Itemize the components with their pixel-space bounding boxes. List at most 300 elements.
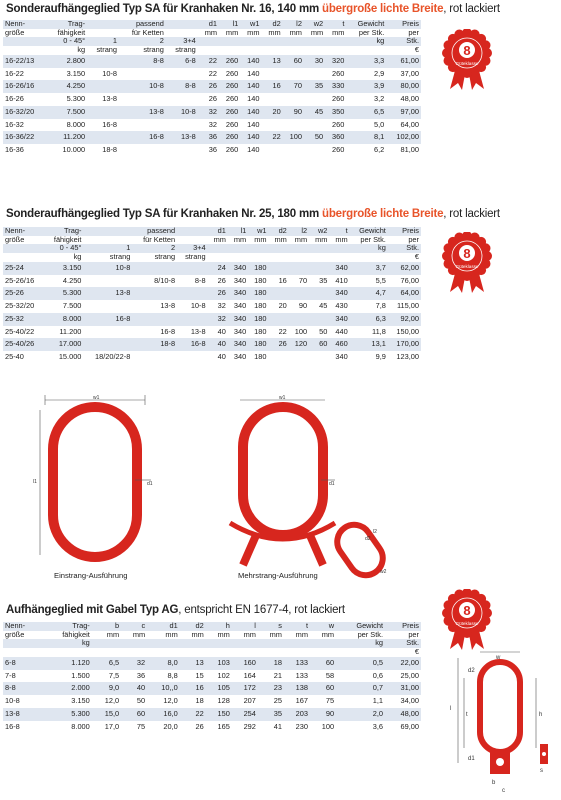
table-header-cell: [3, 37, 46, 46]
table-cell: 10,,0: [147, 682, 180, 695]
table-cell: 26: [208, 275, 228, 288]
table-cell: 16-36/22: [3, 131, 46, 144]
table-cell: [261, 144, 282, 157]
table-cell: [119, 144, 166, 157]
table-cell: 41: [258, 721, 284, 734]
table-cell: 3.150: [42, 695, 92, 708]
table-cell: 340: [228, 313, 248, 326]
badge-number: 8: [463, 246, 471, 261]
table-cell: 16-26: [3, 93, 46, 106]
table-cell: 180: [248, 300, 268, 313]
table-cell: [309, 351, 329, 364]
table-cell: 10-8: [3, 695, 42, 708]
table-header-cell: [325, 37, 346, 46]
table-header-cell: [283, 46, 304, 55]
table-header-cell: [121, 648, 147, 657]
table-cell: 50: [304, 131, 325, 144]
table-cell: 90: [289, 300, 309, 313]
table-cell: 8-8: [3, 682, 42, 695]
table-header-cell: mm: [325, 29, 346, 38]
table-cell: 80,00: [386, 80, 421, 93]
table-header-cell: [219, 37, 240, 46]
badge-text: Güteklasse: [455, 61, 479, 66]
table-cell: [87, 131, 119, 144]
table-cell: 8.000: [44, 313, 83, 326]
section-1-title-main: Sonderaufhängeglied Typ SA für Kranhaken Nr. 16, 140 mm: [6, 3, 322, 15]
table-header-cell: mm: [248, 236, 268, 245]
table-header-cell: [261, 37, 282, 46]
table-cell: 26: [208, 287, 228, 300]
table-header-cell: mm: [304, 29, 325, 38]
table-header-cell: Gewicht: [336, 622, 385, 631]
table-cell: 260: [219, 119, 240, 132]
table-cell: 140: [240, 119, 261, 132]
table-header-cell: [228, 244, 248, 253]
table-cell: 62,00: [388, 262, 421, 275]
table-row: [3, 119, 421, 132]
table-header-cell: per: [388, 236, 421, 245]
table-cell: 100: [310, 721, 336, 734]
table-header-cell: [121, 639, 147, 648]
table-cell: [119, 93, 166, 106]
table-cell: 25-32: [3, 313, 44, 326]
table-header-cell: kg: [44, 253, 83, 262]
table-header-cell: größe: [3, 631, 42, 640]
table-cell: 26: [198, 80, 219, 93]
table-cell: [166, 93, 198, 106]
table-header-cell: [3, 639, 42, 648]
table-cell: 16: [180, 682, 206, 695]
table-cell: [261, 68, 282, 81]
label-d1: d1: [147, 481, 153, 487]
table-cell: 8,1: [346, 131, 386, 144]
table-header-cell: mm: [180, 631, 206, 640]
table-cell: 18-8: [87, 144, 119, 157]
table-cell: 13-8: [3, 708, 42, 721]
table-cell: 40: [208, 338, 228, 351]
table-cell: 50: [309, 326, 329, 339]
table-cell: 260: [325, 68, 346, 81]
table-header-cell: 2: [119, 37, 166, 46]
table-cell: 26: [180, 721, 206, 734]
table-cell: [261, 119, 282, 132]
table-header-cell: mm: [240, 29, 261, 38]
table-cell: 60: [310, 682, 336, 695]
table-cell: 20: [269, 300, 289, 313]
table-cell: 35: [304, 80, 325, 93]
table-cell: 340: [228, 351, 248, 364]
table-header-cell: t: [325, 20, 346, 29]
table-cell: 254: [232, 708, 258, 721]
table-cell: 140: [240, 55, 261, 68]
table-cell: 26: [198, 93, 219, 106]
table-header-cell: [3, 46, 46, 55]
table-cell: 60: [121, 708, 147, 721]
table-cell: 11.200: [46, 131, 87, 144]
table-header-cell: l2: [289, 227, 309, 236]
table-cell: [269, 287, 289, 300]
table-cell: 260: [219, 55, 240, 68]
table-header-cell: mm: [283, 29, 304, 38]
table-cell: 8,8: [147, 670, 180, 683]
table-cell: 0,6: [336, 670, 385, 683]
table-cell: 128: [206, 695, 232, 708]
table-cell: 260: [219, 80, 240, 93]
table-cell: [119, 68, 166, 81]
table-cell: 6,3: [350, 313, 388, 326]
table-cell: 180: [248, 275, 268, 288]
table-header-cell: für Ketten: [132, 236, 177, 245]
table-header-cell: [206, 639, 232, 648]
section-2-title-main: Sonderaufhängeglied Typ SA für Kranhaken Nr. 25, 180 mm: [6, 208, 322, 220]
table-cell: 3,9: [346, 80, 386, 93]
badge-number: 8: [463, 43, 471, 58]
table-header-cell: mm: [329, 236, 349, 245]
gabel-diagram: [440, 648, 560, 798]
table-cell: 37,00: [386, 68, 421, 81]
table-cell: 22: [198, 68, 219, 81]
table-cell: 150: [206, 708, 232, 721]
table-cell: 2.000: [42, 682, 92, 695]
table-cell: 16: [269, 275, 289, 288]
table-cell: 23: [258, 682, 284, 695]
table-header-cell: Nenn-: [3, 227, 44, 236]
table-header-cell: Trag-: [44, 227, 83, 236]
table-cell: 69,00: [385, 721, 421, 734]
table-cell: 25-32/20: [3, 300, 44, 313]
table-header-cell: mm: [284, 631, 310, 640]
table-cell: 25: [258, 695, 284, 708]
table-cell: 81,00: [386, 144, 421, 157]
table-cell: 340: [329, 262, 349, 275]
table-row: [3, 313, 421, 326]
table-header-cell: kg: [350, 244, 388, 253]
section-2-title: [6, 208, 500, 220]
table-header-row: [3, 639, 421, 648]
table-cell: 64,00: [386, 119, 421, 132]
table-cell: 0,7: [336, 682, 385, 695]
table-header-cell: kg: [46, 46, 87, 55]
table-cell: 35: [309, 275, 329, 288]
table-header-cell: 1: [87, 37, 119, 46]
table-header-cell: [3, 648, 42, 657]
table-header-cell: €: [385, 648, 421, 657]
quality-badge-3: [440, 589, 496, 656]
table-header-cell: [92, 648, 121, 657]
table-cell: 260: [325, 93, 346, 106]
table-header-cell: fähigkeit: [44, 236, 83, 245]
label-c: c: [502, 788, 505, 794]
table-cell: [83, 275, 132, 288]
table-cell: [119, 119, 166, 132]
table-cell: 4.250: [44, 275, 83, 288]
table-header-cell: d2: [261, 20, 282, 29]
table-cell: 32: [208, 313, 228, 326]
table-header-cell: [289, 253, 309, 262]
table-row: [3, 144, 421, 157]
badge-number: 8: [463, 603, 471, 618]
table-header-cell: t: [284, 622, 310, 631]
table-cell: 35: [258, 708, 284, 721]
table-cell: 17,0: [92, 721, 121, 734]
table-row: [3, 338, 421, 351]
table-cell: 120: [289, 338, 309, 351]
table-header-cell: [240, 37, 261, 46]
table-cell: 40: [121, 682, 147, 695]
table-header-cell: [83, 236, 132, 245]
table-header-cell: [180, 648, 206, 657]
table-cell: 340: [228, 287, 248, 300]
table-row: [3, 657, 421, 670]
table-header-cell: [248, 253, 268, 262]
table-cell: 6,5: [92, 657, 121, 670]
table-cell: 16-36: [3, 144, 46, 157]
table-cell: 140: [240, 80, 261, 93]
section-3-title-main: Aufhängeglied mit Gabel Typ AG: [6, 604, 179, 616]
label-d1-b: d1: [329, 481, 335, 487]
table-cell: 180: [248, 326, 268, 339]
table-header-cell: Preis: [388, 227, 421, 236]
table-cell: 180: [248, 351, 268, 364]
table-header-cell: l2: [283, 20, 304, 29]
table-header-cell: fähigkeit: [42, 631, 92, 640]
table-cell: [304, 68, 325, 81]
table-cell: 16-8: [177, 338, 208, 351]
table-cell: 8.000: [46, 119, 87, 132]
table-cell: 13-8: [166, 131, 198, 144]
section-3-title-tail: , entspricht EN 1677-4, rot lackiert: [178, 604, 345, 616]
table-cell: 150,00: [388, 326, 421, 339]
table-cell: 180: [248, 338, 268, 351]
table-cell: [132, 262, 177, 275]
table-header-cell: l1: [228, 227, 248, 236]
table-header-cell: d1: [198, 20, 219, 29]
table-cell: [283, 144, 304, 157]
caption-mehrstrang: Mehrstrang-Ausführung: [238, 571, 318, 580]
table-header-row: [3, 37, 421, 46]
table-cell: 20,0: [147, 721, 180, 734]
table-header-cell: 2: [132, 244, 177, 253]
table-header-cell: [219, 46, 240, 55]
table-cell: [289, 262, 309, 275]
secondary-link-drawing: [331, 518, 390, 580]
table-header-cell: kg: [346, 37, 386, 46]
table-header-cell: h: [206, 622, 232, 631]
table-cell: 13-8: [132, 300, 177, 313]
table-header-cell: d1: [147, 622, 180, 631]
table-cell: 16: [261, 80, 282, 93]
table-row: [3, 721, 421, 734]
table-cell: 140: [240, 106, 261, 119]
table-cell: 340: [228, 326, 248, 339]
table-cell: 207: [232, 695, 258, 708]
table-cell: 22: [261, 131, 282, 144]
table-header-cell: Trag-: [46, 20, 87, 29]
table-cell: 340: [228, 300, 248, 313]
table-cell: 50: [121, 695, 147, 708]
table-cell: 180: [248, 287, 268, 300]
table-header-cell: mm: [232, 631, 258, 640]
table-header-cell: Gewicht: [346, 20, 386, 29]
table-header-cell: Stk.: [385, 639, 421, 648]
table-cell: 440: [329, 326, 349, 339]
table-cell: 340: [329, 351, 349, 364]
table-header-cell: d1: [208, 227, 228, 236]
table-cell: 13: [180, 657, 206, 670]
table-cell: [166, 68, 198, 81]
table-cell: 3,3: [346, 55, 386, 68]
table-header-cell: [269, 244, 289, 253]
table-header-cell: s: [258, 622, 284, 631]
table-cell: [289, 287, 309, 300]
table-header-cell: w2: [309, 227, 329, 236]
table-cell: 34,00: [385, 695, 421, 708]
table-cell: 10-8: [119, 80, 166, 93]
table-header-cell: [147, 639, 180, 648]
table-header-cell: [3, 244, 44, 253]
table-cell: 60: [309, 338, 329, 351]
table-cell: 70: [289, 275, 309, 288]
table-cell: 340: [329, 313, 349, 326]
table-header-cell: passend: [132, 227, 177, 236]
table-header-cell: mm: [147, 631, 180, 640]
mehrstrang-link-drawing: [230, 395, 335, 565]
table-header-cell: w1: [240, 20, 261, 29]
table-header-cell: per: [385, 631, 421, 640]
table-cell: 25-40/26: [3, 338, 44, 351]
table-cell: 133: [284, 670, 310, 683]
table-cell: 61,00: [386, 55, 421, 68]
table-cell: 64,00: [388, 287, 421, 300]
table-cell: 76,00: [388, 275, 421, 288]
table-cell: [177, 351, 208, 364]
table-header-cell: [208, 244, 228, 253]
table-cell: [87, 55, 119, 68]
table-cell: 6,2: [346, 144, 386, 157]
table-cell: 16-32: [3, 119, 46, 132]
table-cell: 7,8: [350, 300, 388, 313]
table-row: [3, 93, 421, 106]
table-cell: [269, 262, 289, 275]
table-cell: 15,0: [92, 708, 121, 721]
table-cell: 16-26/16: [3, 80, 46, 93]
table-cell: 8,0: [147, 657, 180, 670]
table-cell: 140: [240, 131, 261, 144]
table-cell: 15.000: [44, 351, 83, 364]
table-header-cell: [261, 46, 282, 55]
table-cell: 340: [329, 287, 349, 300]
table-cell: 90: [283, 106, 304, 119]
table-header-cell: strang: [132, 253, 177, 262]
table-cell: 8/10-8: [132, 275, 177, 288]
table-header-cell: [83, 227, 132, 236]
table-header-cell: [289, 244, 309, 253]
table-cell: 13-8: [87, 93, 119, 106]
caption-einstrang: Einstrang-Ausführung: [54, 571, 128, 580]
table-cell: 340: [228, 338, 248, 351]
table-cell: 5,0: [346, 119, 386, 132]
table-row: [3, 275, 421, 288]
table-header-cell: Nenn-: [3, 622, 42, 631]
table-header-cell: [206, 648, 232, 657]
table-cell: 10-8: [83, 262, 132, 275]
table-cell: 140: [240, 144, 261, 157]
table-cell: 32: [198, 106, 219, 119]
table-cell: [87, 80, 119, 93]
table-cell: 3,7: [350, 262, 388, 275]
table-cell: 320: [325, 55, 346, 68]
table-cell: 13-8: [83, 287, 132, 300]
table-header-cell: d2: [180, 622, 206, 631]
table-header-cell: w2: [304, 20, 325, 29]
table-cell: [83, 326, 132, 339]
table-cell: 1,1: [336, 695, 385, 708]
table-cell: [177, 262, 208, 275]
table-header-cell: [42, 648, 92, 657]
table-cell: 165: [206, 721, 232, 734]
table-cell: 180: [248, 313, 268, 326]
table-cell: 75: [310, 695, 336, 708]
table-cell: 5.300: [42, 708, 92, 721]
table-cell: 160: [232, 657, 258, 670]
table-section-2: [3, 227, 421, 364]
table-cell: 40: [208, 351, 228, 364]
table-cell: [83, 338, 132, 351]
table-cell: 260: [219, 131, 240, 144]
table-header-cell: [198, 37, 219, 46]
table-cell: 16-8: [132, 326, 177, 339]
table-header-cell: Stk.: [388, 244, 421, 253]
table-row: [3, 55, 421, 68]
table-header-cell: Preis: [386, 20, 421, 29]
table-cell: 25-24: [3, 262, 44, 275]
section-1-title-highlight: übergroße lichte Breite: [322, 3, 444, 15]
label-l2: l2: [373, 529, 377, 535]
table-cell: 22,00: [385, 657, 421, 670]
table-header-cell: [228, 253, 248, 262]
table-header-cell: [309, 244, 329, 253]
table-cell: 6,5: [346, 106, 386, 119]
table-cell: [177, 287, 208, 300]
table-cell: 36: [198, 144, 219, 157]
table-header-cell: w: [310, 622, 336, 631]
table-cell: 460: [329, 338, 349, 351]
table-cell: 2,9: [346, 68, 386, 81]
table-cell: 6-8: [166, 55, 198, 68]
table-header-cell: mm: [228, 236, 248, 245]
table-header-cell: [284, 648, 310, 657]
table-header-cell: [350, 253, 388, 262]
table-cell: 167: [284, 695, 310, 708]
table-row: [3, 80, 421, 93]
table-cell: [283, 68, 304, 81]
table-cell: 16-8: [83, 313, 132, 326]
table-header-cell: l: [232, 622, 258, 631]
table-header-cell: [336, 648, 385, 657]
table-header-cell: [325, 46, 346, 55]
table-cell: 16-8: [119, 131, 166, 144]
table-cell: 330: [325, 80, 346, 93]
table-cell: 13: [261, 55, 282, 68]
table-cell: 260: [325, 144, 346, 157]
table-cell: 25-26: [3, 287, 44, 300]
table-header-cell: größe: [3, 236, 44, 245]
table-cell: 32: [121, 657, 147, 670]
link-diagrams: [25, 395, 425, 580]
table-cell: 10-8: [177, 300, 208, 313]
table-cell: 180: [248, 262, 268, 275]
table-cell: 410: [329, 275, 349, 288]
